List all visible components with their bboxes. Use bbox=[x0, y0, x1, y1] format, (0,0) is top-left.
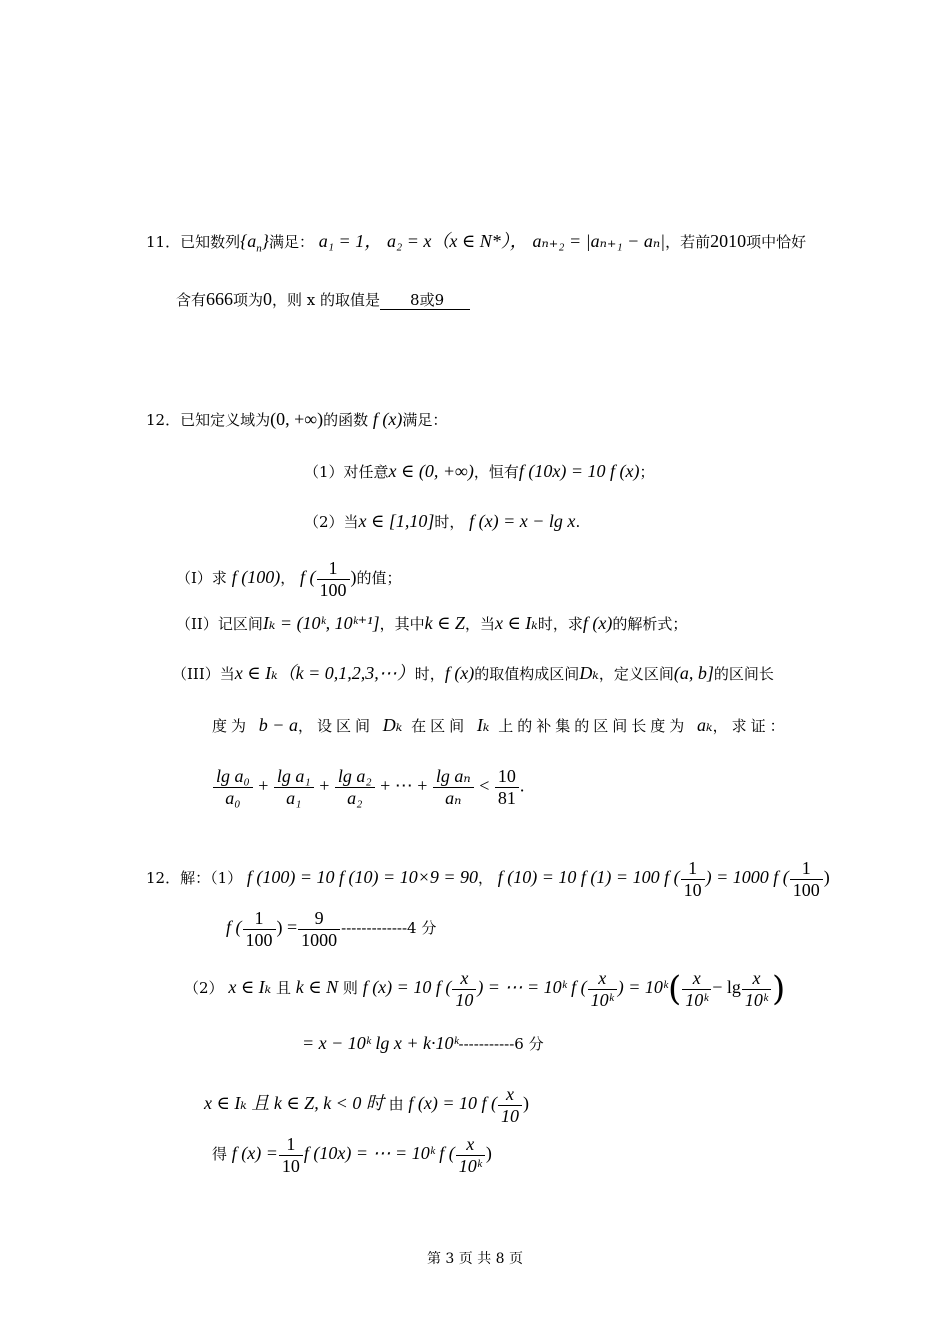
sol-l1a: f (100) = 10 f (10) = 10×9 = 90 bbox=[246, 867, 478, 888]
sol-l3-then: 则 bbox=[342, 979, 358, 998]
sol-l3d-num: x bbox=[588, 968, 617, 990]
sol-l1d-frac bbox=[790, 858, 823, 900]
sol-line-4 bbox=[302, 1034, 544, 1052]
sol-l6-den: 10 bbox=[281, 1155, 300, 1176]
q12-p3b-I: Iₖ bbox=[476, 715, 490, 735]
q12-part-3-cont bbox=[212, 716, 789, 734]
sol-l2-den: 100 bbox=[245, 929, 273, 950]
q12-part-2 bbox=[176, 614, 687, 632]
sol-lead: 12．解：（1） bbox=[146, 869, 243, 888]
q12-p3-D: Dₖ bbox=[579, 663, 599, 683]
q11-cond1: a₁ = 1， bbox=[318, 231, 383, 251]
q12-lead: 12．已知定义域为 bbox=[146, 411, 271, 429]
q12-c1-mid: ，恒有 bbox=[473, 463, 519, 481]
sol-line-6 bbox=[212, 1134, 492, 1176]
q12-p2-when: ，当 bbox=[464, 615, 495, 633]
ineq-term-2-den: a₂ bbox=[347, 787, 363, 808]
q11-cond3: aₙ₊₂ = |aₙ₊₁ − aₙ| bbox=[532, 231, 666, 251]
q11-line2-pre: 含有 bbox=[176, 291, 207, 309]
sol-l1e: ) bbox=[823, 867, 830, 888]
q12-p3b-3: 在区间 bbox=[411, 717, 469, 735]
sol-l3b: k ∈ N bbox=[295, 977, 339, 998]
ineq-lt: < bbox=[479, 775, 490, 796]
q12-p1-label: （I）求 bbox=[176, 569, 227, 588]
sol-l3-label: （2） bbox=[184, 979, 224, 998]
q11-line-1 bbox=[146, 232, 806, 255]
sol-l1c: f (10) = 10 f (1) = 100 f ( bbox=[497, 867, 680, 888]
sol-l6b-den: 10ᵏ bbox=[458, 1155, 482, 1176]
sol-l5-den: 10 bbox=[501, 1105, 520, 1126]
sol-l3c: f (x) = 10 f ( bbox=[362, 977, 452, 998]
q12-p2-label: （II）记区间 bbox=[176, 615, 263, 633]
ineq-term-1 bbox=[274, 766, 314, 808]
ineq-rhs-num: 10 bbox=[495, 766, 519, 788]
q11-line2-mid: 项为 bbox=[233, 291, 264, 309]
q12-cond-2 bbox=[304, 512, 580, 530]
q12-satisfy: 满足： bbox=[402, 411, 448, 429]
q12-p3-label: （III）当 bbox=[172, 665, 235, 683]
sol-l3g: − lg bbox=[712, 977, 741, 998]
ineq-end: . bbox=[519, 775, 525, 796]
q12-p3-ab: (a, b] bbox=[673, 663, 714, 683]
q12-p2-mid: ，其中 bbox=[379, 615, 425, 633]
sol-l1c-den: 10 bbox=[683, 879, 702, 900]
ineq-term-2-num: lg a₂ bbox=[335, 766, 375, 788]
q12-line-1 bbox=[146, 410, 447, 428]
sol-l6a: f (x) = bbox=[231, 1143, 278, 1164]
ineq-term-n bbox=[433, 766, 474, 808]
sol-l4a: = x − 10ᵏ lg x + k·10ᵏ bbox=[302, 1033, 459, 1053]
q12-inequality: $\frac{\text{lg a₀}}{\text{a₀}}$ + $\frac{\text{lg a₁}}{\text{a₁}}$ + $\frac{\text{lg a₂}}{\text{a₂}}$ + ⋯ + $\frac{\text{lg aₙ}}{\text{aₙ}}$ < $\frac{10}{81}$ . bbox=[212, 766, 524, 808]
sol-l3-paren-open: ( bbox=[667, 969, 682, 1010]
ineq-term-0-num: lg a₀ bbox=[213, 766, 253, 788]
q12-c2-label: （2）当 bbox=[304, 513, 359, 531]
q12-p3-mid: 时， bbox=[414, 665, 445, 683]
sol-l3d: ) = ⋯ = 10ᵏ f ( bbox=[477, 977, 587, 998]
sol-l1d: ) = 1000 f ( bbox=[705, 867, 789, 888]
q12-p2-interval: Iₖ = (10ᵏ, 10ᵏ⁺¹] bbox=[262, 613, 380, 633]
q11-zero: 0 bbox=[263, 289, 273, 309]
ineq-term-1-den: a₁ bbox=[286, 787, 302, 808]
ineq-term-1-num: lg a₁ bbox=[274, 766, 314, 788]
sol-l2-rfrac bbox=[298, 908, 340, 950]
sol-l3d-den: 10ᵏ bbox=[590, 989, 614, 1010]
q12-c2-mid: 时， bbox=[434, 513, 465, 531]
q12-p3b-1: 度为 bbox=[212, 717, 251, 735]
q12-c1-end: ； bbox=[639, 463, 655, 481]
q12-p3-mid3: ，定义区间 bbox=[598, 665, 674, 683]
q11-seq bbox=[240, 231, 269, 255]
sol-line-5 bbox=[204, 1084, 529, 1126]
sol-l6b-frac bbox=[456, 1134, 485, 1176]
sol-l2-frac bbox=[243, 908, 276, 950]
sol-l1c-num: 1 bbox=[681, 858, 705, 880]
q11-cond-label: 满足： bbox=[269, 233, 315, 251]
q12-part-1 bbox=[176, 558, 402, 600]
q12-fx: f (x) bbox=[372, 409, 403, 429]
q11-seq-close: } bbox=[261, 231, 269, 251]
ineq-term-n-num: lg aₙ bbox=[433, 766, 474, 788]
sol-l5c: ) bbox=[523, 1093, 530, 1114]
q12-p3-fx: f (x) bbox=[444, 663, 475, 683]
sol-l1d-den: 100 bbox=[792, 879, 820, 900]
sol-l3d-frac bbox=[588, 968, 617, 1010]
q12-p1-f-pre: f ( bbox=[300, 567, 316, 588]
q12-p2-tail1: 时，求 bbox=[537, 615, 583, 633]
sol-l3h-den: 10ᵏ bbox=[744, 989, 768, 1010]
sol-l3c-den: 10 bbox=[455, 989, 474, 1010]
ineq-term-0-den: a₀ bbox=[225, 787, 241, 808]
q12-p1-den: 100 bbox=[319, 579, 347, 600]
sol-l6c: ) bbox=[485, 1143, 492, 1164]
q12-part-3 bbox=[172, 664, 774, 682]
q12-c1-set: x ∈ (0, +∞) bbox=[388, 461, 474, 481]
sol-l1b: ， bbox=[478, 869, 494, 888]
q11-answer: 8或9 bbox=[380, 293, 470, 310]
q12-p3-tail: 的区间长 bbox=[713, 665, 774, 683]
ineq-rhs-den: 81 bbox=[497, 787, 516, 808]
q12-p3b-ak: aₖ bbox=[697, 715, 713, 735]
sol-l3f-num: x bbox=[682, 968, 711, 990]
sol-l3e: ) = 10ᵏ bbox=[617, 977, 668, 998]
q12-c1-eq: f (10x) = 10 f (x) bbox=[518, 461, 640, 481]
sol-l2-dashes: -------------4 分 bbox=[341, 919, 437, 938]
q11-tail: 项中恰好 bbox=[746, 233, 807, 251]
ineq-term-0 bbox=[213, 766, 253, 808]
sol-line-3 bbox=[184, 968, 785, 1010]
sol-l2-rden: 1000 bbox=[301, 929, 338, 950]
q11-lead: 11．已知数列 bbox=[146, 233, 241, 251]
sol-l3f-den: 10ᵏ bbox=[685, 989, 709, 1010]
sol-l1d-num: 1 bbox=[790, 858, 823, 880]
sol-l5b: f (x) = 10 f ( bbox=[408, 1093, 498, 1114]
q12-p3-mid2: 的取值构成区间 bbox=[474, 665, 580, 683]
ineq-dots: + ⋯ + bbox=[380, 775, 428, 796]
q11-count: 666 bbox=[206, 289, 234, 309]
sol-l3f-frac bbox=[682, 968, 711, 1010]
q11-seq-sub: n bbox=[256, 242, 262, 255]
q12-domain: (0, +∞) bbox=[270, 409, 324, 429]
q12-mid: 的函数 bbox=[323, 411, 369, 429]
sol-l1c-frac bbox=[681, 858, 705, 900]
ineq-rhs bbox=[495, 766, 519, 808]
sol-l3h-frac bbox=[742, 968, 771, 1010]
q12-p3-xin: x ∈ Iₖ（k = 0,1,2,3,⋯） bbox=[234, 663, 415, 683]
q12-p2-kz: k ∈ Z bbox=[424, 613, 465, 633]
q12-p3b-D: Dₖ bbox=[382, 715, 403, 735]
q11-n-terms: 2010 bbox=[710, 231, 747, 251]
q11-seq-open: {a bbox=[240, 231, 257, 251]
q12-p3b-ba: b − a bbox=[258, 715, 298, 735]
q12-cond-1 bbox=[304, 462, 654, 480]
q12-p3b-5: ，求证： bbox=[712, 717, 789, 735]
q12-p2-fx: f (x) bbox=[582, 613, 613, 633]
q11-cond-tail: ，若前 bbox=[665, 233, 711, 251]
q12-p1-f100: f (100) bbox=[231, 567, 281, 588]
sol-l5-by: 由 bbox=[388, 1095, 404, 1114]
sol-l3-paren-close: ) bbox=[771, 969, 786, 1010]
q11-cond2: a₂ = x（x ∈ N*）， bbox=[386, 231, 528, 251]
sol-l3-and: 且 bbox=[275, 979, 291, 998]
sol-l5-frac bbox=[498, 1084, 522, 1126]
sol-l4-dashes: -----------6 分 bbox=[458, 1035, 544, 1053]
sol-l5a: x ∈ Iₖ 且 k ∈ Z, k < 0 时 bbox=[204, 1093, 384, 1114]
q12-c1-label: （1）对任意 bbox=[304, 463, 389, 481]
sol-l6b: f (10x) = ⋯ = 10ᵏ f ( bbox=[303, 1143, 455, 1164]
q12-p3b-4: 上的补集的区间长度为 bbox=[498, 717, 689, 735]
sol-l3h-num: x bbox=[742, 968, 771, 990]
q12-c2-end: . bbox=[575, 513, 581, 531]
sol-l6-frac bbox=[279, 1134, 303, 1176]
q12-p3b-2: ，设区间 bbox=[297, 717, 374, 735]
q12-p1-fraction bbox=[317, 558, 350, 600]
q12-p2-tail2: 的解析式； bbox=[612, 615, 688, 633]
q12-p1-tail: 的值； bbox=[356, 569, 402, 588]
q12-p2-xin: x ∈ Iₖ bbox=[494, 613, 538, 633]
sol-line-1 bbox=[146, 858, 830, 900]
q12-c2-eq: f (x) = x − lg x bbox=[469, 511, 576, 531]
sol-l2-rnum: 9 bbox=[298, 908, 340, 930]
page-footer: 第 3 页 共 8 页 bbox=[426, 1251, 524, 1267]
sol-line-2 bbox=[226, 908, 436, 950]
q12-p1-f-post: ) bbox=[350, 567, 357, 588]
sol-l2b: ) = bbox=[276, 917, 298, 938]
q12-p1-num: 1 bbox=[317, 558, 350, 580]
ineq-term-n-den: aₙ bbox=[445, 787, 462, 808]
sol-l6-get: 得 bbox=[212, 1145, 228, 1164]
ineq-term-2 bbox=[335, 766, 375, 808]
sol-l5-num: x bbox=[498, 1084, 522, 1106]
q12-c2-set: x ∈ [1,10] bbox=[358, 511, 435, 531]
sol-l3c-frac bbox=[452, 968, 476, 1010]
sol-l6-num: 1 bbox=[279, 1134, 303, 1156]
sol-l2-num: 1 bbox=[243, 908, 276, 930]
sol-l2a: f ( bbox=[226, 917, 242, 938]
sol-l6b-num: x bbox=[456, 1134, 485, 1156]
q11-line-2 bbox=[176, 290, 470, 310]
q11-line2-post: ，则 x 的取值是 bbox=[272, 291, 381, 309]
sol-l3a: x ∈ Iₖ bbox=[228, 977, 272, 998]
q12-p1-comma: ， bbox=[280, 569, 296, 588]
sol-l3c-num: x bbox=[452, 968, 476, 990]
